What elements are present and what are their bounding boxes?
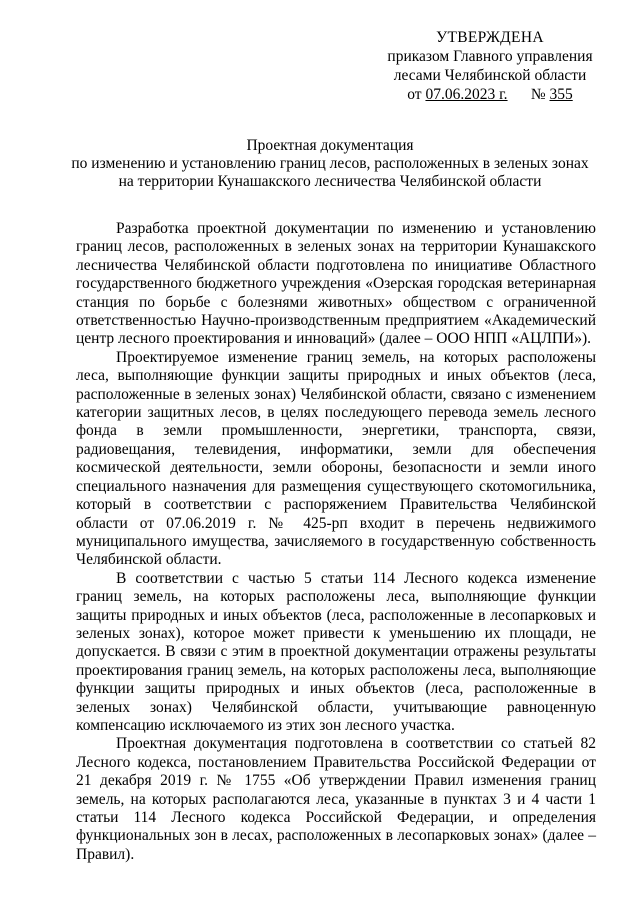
body-paragraph-1: Разработка проектной документации по изменению и установлению границ лесов, расположенных в зеленых зонах на территории Кунашакского лесничества Челябинской области подготовлена по инициативе Областного государственного бюджетного учреждения «Озерская городская ветеринарная станция по борьбе с болезнями животных» обществом с ограниченной ответственностью Научно-производственным предприятием «Академический центр лесного проектирования и инноваций» (далее – ООО НПП «АЦЛПИ»). (76, 220, 596, 348)
approval-line-2: лесами Челябинской области (393, 67, 587, 84)
approval-heading: УТВЕРЖДЕНА (436, 29, 544, 46)
approval-number: 355 (549, 86, 573, 103)
document-body (76, 220, 596, 864)
body-paragraph-2: Проектируемое изменение границ земель, на которых расположены леса, выполняющие функции защиты природных и иных объектов (леса, расположенные в зеленых зонах) Челябинской области, связано с изменением категории защитных лесов, в целях последующего перевода земель лесного фонда в земли промышленности, энергетики, транспорта, связи, радиовещания, телевидения, информатики, земли для обеспечения космической деятельности, земли обороны, безопасности и земли иного специального назначения для размещения существующего скотомогильника, который в соответствии с распоряжением Правительства Челябинской области от 07.06.2019 г. № 425-рп входит в перечень недвижимого муниципального имущества, зачисляемого в государственную собственность Челябинской области. (76, 348, 596, 569)
approval-number-prefix: № (530, 86, 546, 103)
body-paragraph-4: Проектная документация подготовлена в соответствии со статьей 82 Лесного кодекса, постановлением Правительства Российской Федерации от 21 декабря 2019 г. № 1755 «Об утверждении Правил изменения границ земель, на которых располагаются леса, указанные в пунктах 3 и 4 части 1 статьи 114 Лесного кодекса Российской Федерации, и определения функциональных зон в лесах, расположенных в лесопарковых зонах» (далее – Правил). (76, 735, 596, 863)
approval-date: 07.06.2023 г. (425, 86, 508, 103)
approval-stamp (370, 28, 610, 104)
title-line-1: Проектная документация (246, 137, 414, 154)
approval-line-1: приказом Главного управления (387, 48, 593, 65)
body-paragraph-3: В соответствии с частью 5 статьи 114 Лесного кодекса изменение границ земель, на которых расположены леса, выполняющие функции защиты природных и иных объектов (леса, расположенные в лесопарковых и зеленых зонах), которое может привести к уменьшению их площади, не допускается. В связи с этим в проектной документации отражены результаты проектирования границ земель, на которых расположены леса, выполняющие функции защиты природных и иных объектов (леса, расположенные в зеленых зонах) Челябинской области, учитывающие равноценную компенсацию исключаемого из этих зон лесного участка. (76, 569, 596, 734)
approval-date-line (370, 85, 610, 104)
approval-date-prefix: от (407, 86, 422, 103)
document-title (40, 137, 620, 191)
title-line-3: на территории Кунашакского лесничества Челябинской области (118, 173, 542, 190)
title-line-2: по изменению и установлению границ лесов, расположенных в зеленых зонах (71, 155, 589, 172)
